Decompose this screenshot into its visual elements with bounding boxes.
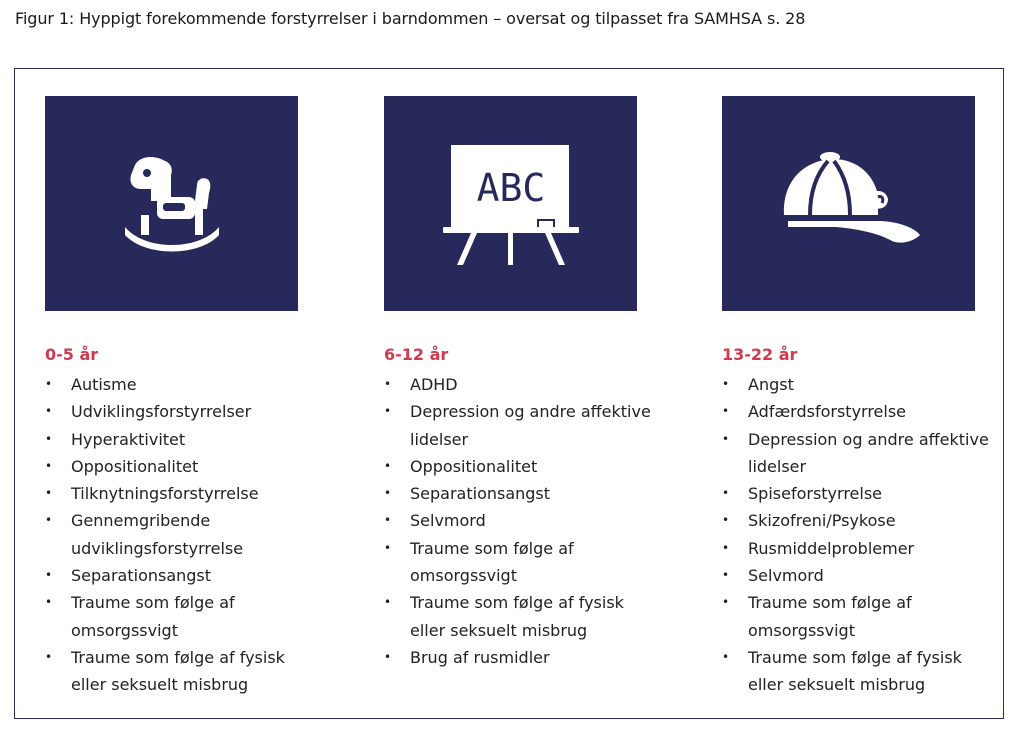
list-item: • ADHD [384, 371, 655, 398]
chalkboard-icon [441, 139, 581, 269]
age-heading: 6-12 år [384, 345, 449, 364]
list-item: • Depression og andre affektive lidelser [722, 426, 993, 481]
disorder-list [384, 371, 674, 671]
list-item: • Selvmord [722, 562, 993, 589]
list-item: • Skizofreni/Psykose [722, 507, 993, 534]
figure-caption: Figur 1: Hyppigt forekommende forstyrrelser i barndommen – oversat og tilpasset fra SAMHSA s. 28 [15, 9, 806, 28]
list-item: • Traume som følge af fysisk eller seksuelt misbrug [45, 644, 316, 699]
list-item: • Hyperaktivitet [45, 426, 316, 453]
list-item: • Udviklingsforstyrrelser [45, 398, 316, 425]
list-item: • Traume som følge af omsorgssvigt [45, 589, 316, 644]
list-item: • Traume som følge af fysisk eller seksuelt misbrug [384, 589, 655, 644]
age-heading: 0-5 år [45, 345, 99, 364]
rocking-horse-icon [117, 149, 227, 259]
age-column-13-22 [722, 96, 1012, 699]
baseball-cap-icon [774, 149, 924, 259]
list-item: • Traume som følge af omsorgssvigt [384, 535, 655, 590]
icon-panel [384, 96, 637, 311]
list-item: • Oppositionalitet [384, 453, 655, 480]
list-item: • Separationsangst [45, 562, 316, 589]
disorder-list [722, 371, 1012, 699]
list-item: • Separationsangst [384, 480, 655, 507]
list-item: • Adfærdsforstyrrelse [722, 398, 993, 425]
age-heading: 13-22 år [722, 345, 798, 364]
list-item: • Depression og andre affektive lidelser [384, 398, 655, 453]
list-item: • Rusmiddelproblemer [722, 535, 993, 562]
list-item: • Autisme [45, 371, 316, 398]
list-item: • Tilknytningsforstyrrelse [45, 480, 316, 507]
age-column-6-12 [384, 96, 674, 671]
list-item: • Selvmord [384, 507, 655, 534]
board-text: ABC [476, 165, 545, 210]
age-column-0-5 [45, 96, 335, 699]
list-item: • Traume som følge af fysisk eller seksuelt misbrug [722, 644, 993, 699]
disorder-list [45, 371, 335, 699]
list-item: • Traume som følge af omsorgssvigt [722, 589, 993, 644]
list-item: • Angst [722, 371, 993, 398]
list-item: • Gennemgribende udviklingsforstyrrelse [45, 507, 316, 562]
list-item: • Spiseforstyrrelse [722, 480, 993, 507]
list-item: • Brug af rusmidler [384, 644, 655, 671]
list-item: • Oppositionalitet [45, 453, 316, 480]
icon-panel [45, 96, 298, 311]
icon-panel [722, 96, 975, 311]
